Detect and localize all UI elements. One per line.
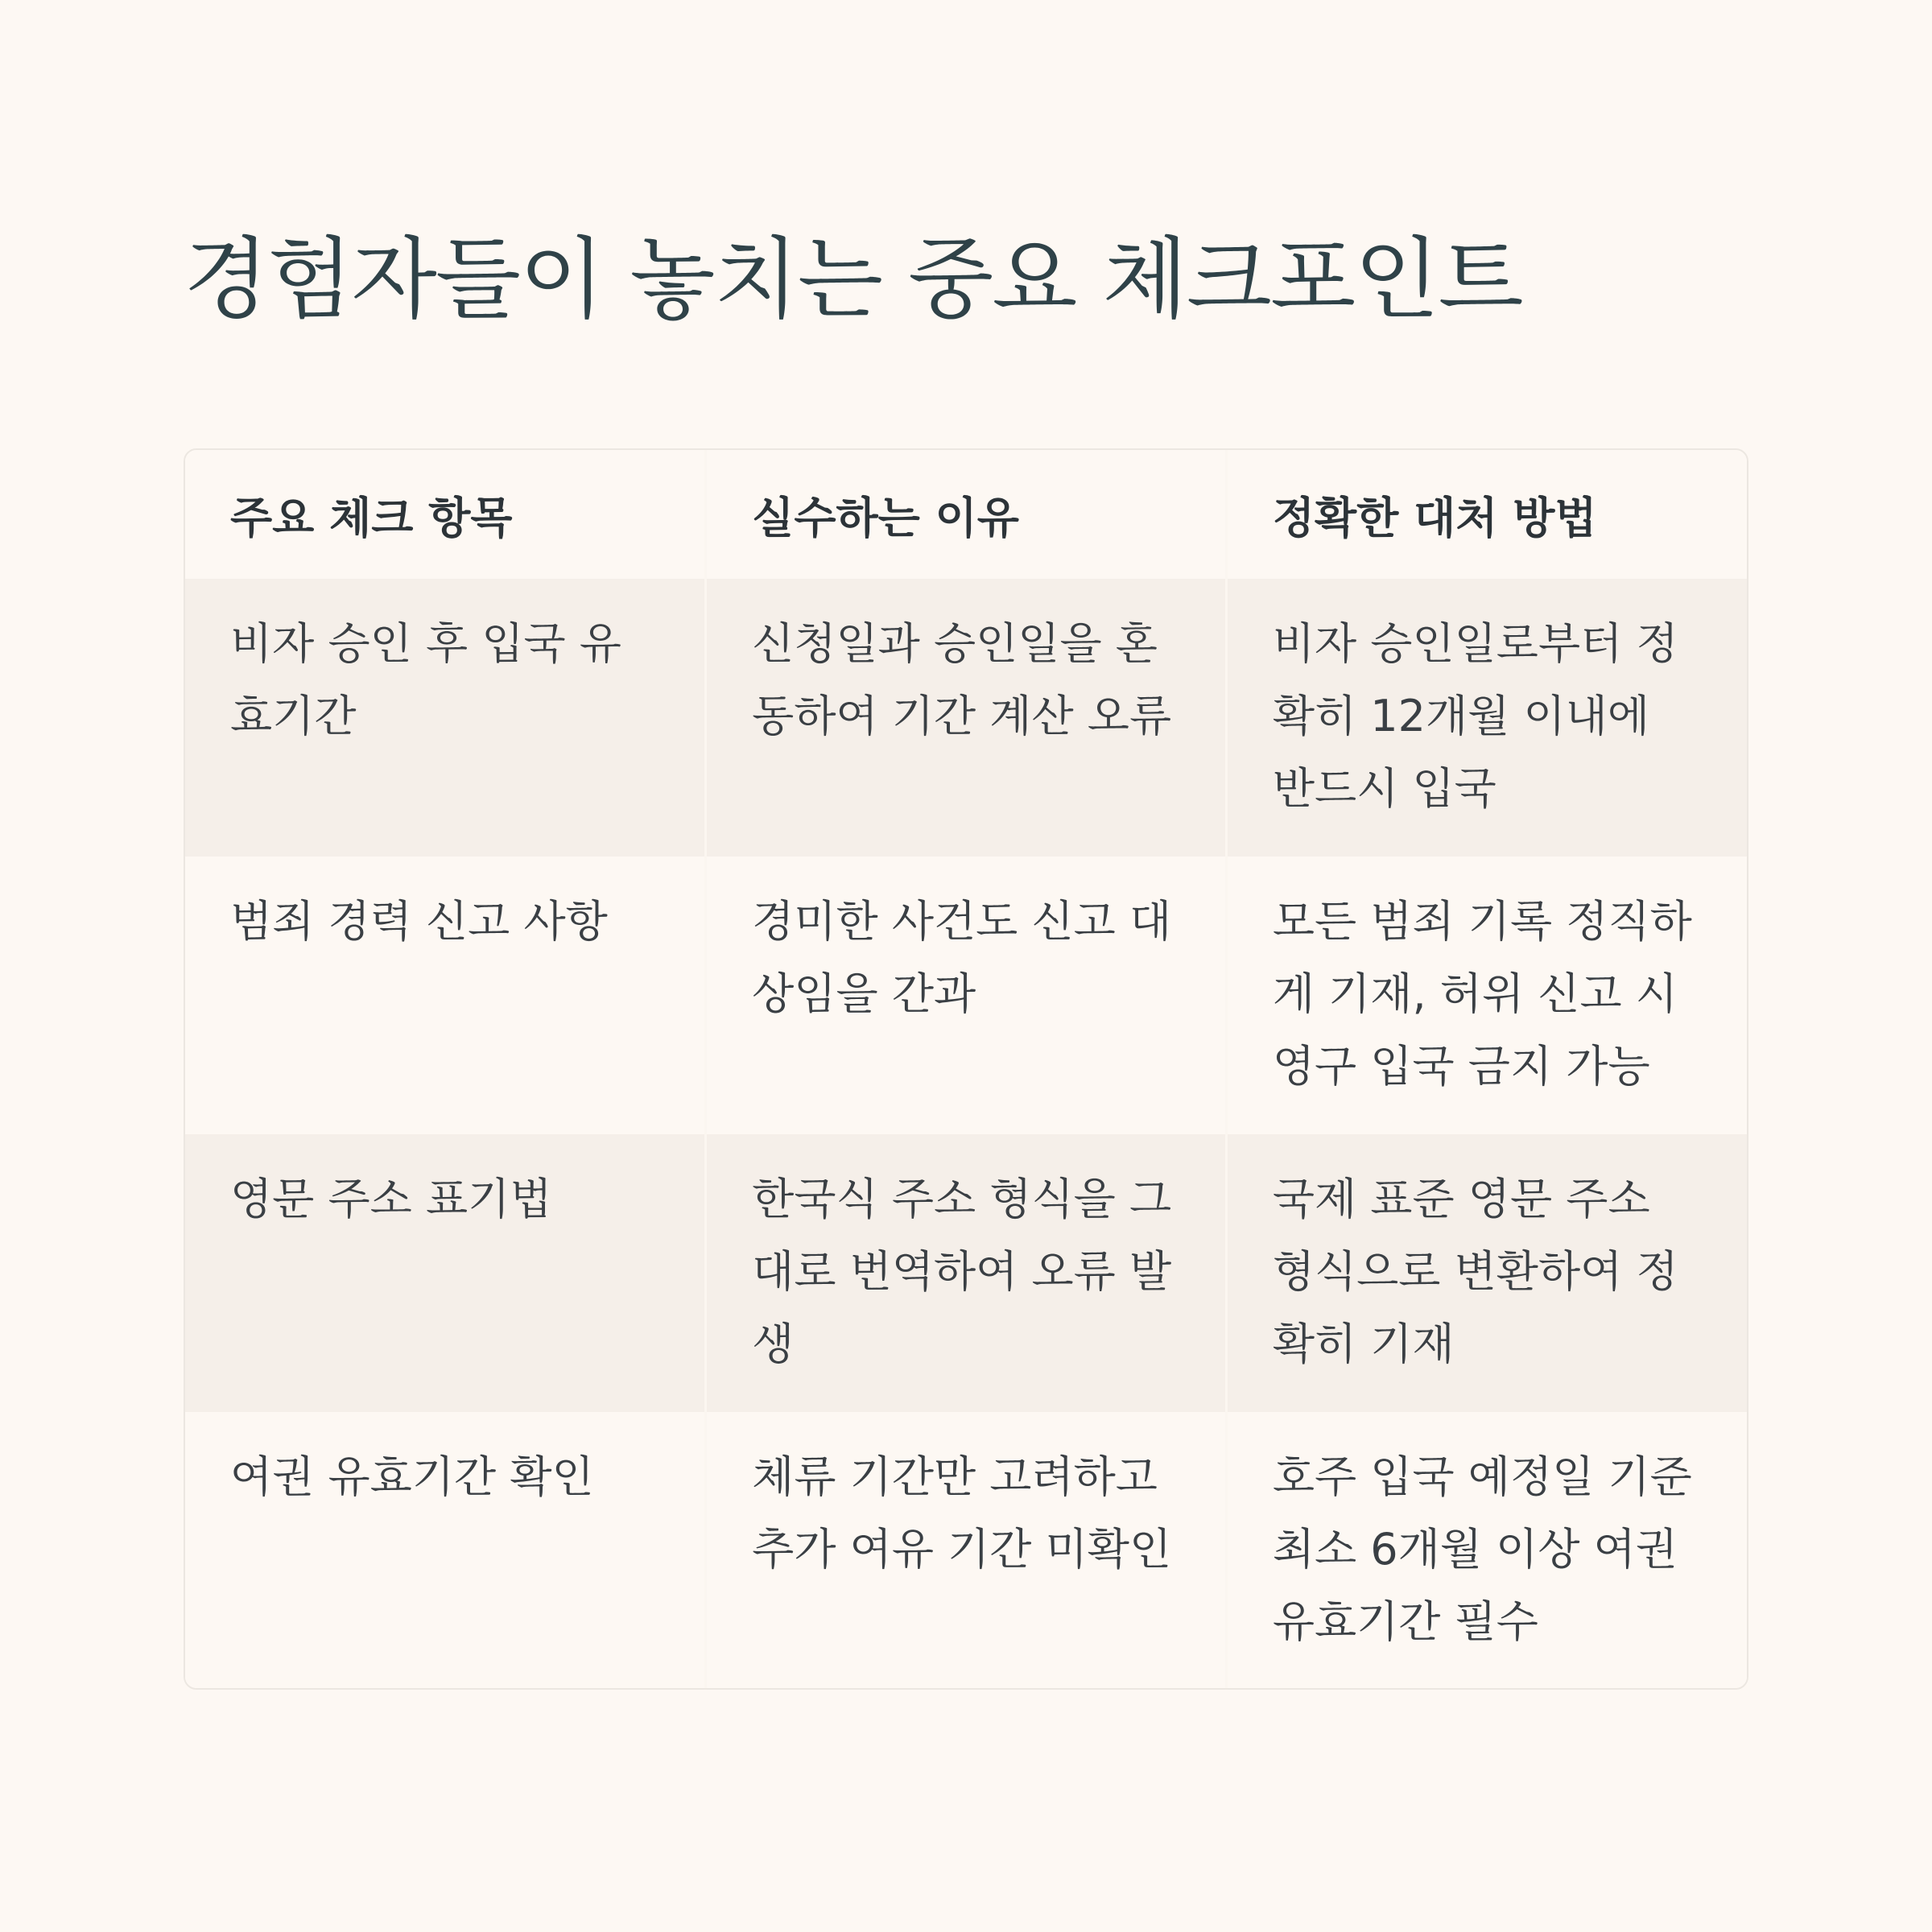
table-row <box>185 857 1747 1134</box>
table <box>185 450 1747 1690</box>
page-title: 경험자들이 놓치는 중요 체크포인트 <box>184 228 1522 331</box>
header-row <box>185 450 1747 579</box>
cell-correct-action: 국제 표준 영문 주소 형식으로 변환하여 정확히 기재 <box>1226 1134 1747 1412</box>
column-header-check-item: 주요 체크 항목 <box>185 450 706 579</box>
cell-check-item: 여권 유효기간 확인 <box>185 1412 706 1690</box>
cell-mistake-reason: 체류 기간만 고려하고 추가 여유 기간 미확인 <box>706 1412 1227 1690</box>
column-header-correct-action: 정확한 대처 방법 <box>1226 450 1747 579</box>
table-row <box>185 1412 1747 1690</box>
table-header <box>185 450 1747 579</box>
table-row <box>185 1134 1747 1412</box>
cell-correct-action: 비자 승인일로부터 정확히 12개월 이내에 반드시 입국 <box>1226 579 1747 857</box>
cell-correct-action: 모든 범죄 기록 정직하게 기재, 허위 신고 시 영구 입국 금지 가능 <box>1226 857 1747 1134</box>
cell-mistake-reason: 신청일과 승인일을 혼동하여 기간 계산 오류 <box>706 579 1227 857</box>
cell-mistake-reason: 경미한 사건도 신고 대상임을 간과 <box>706 857 1227 1134</box>
table-row <box>185 579 1747 857</box>
cell-check-item: 범죄 경력 신고 사항 <box>185 857 706 1134</box>
cell-mistake-reason: 한국식 주소 형식을 그대로 번역하여 오류 발생 <box>706 1134 1227 1412</box>
column-header-mistake-reason: 실수하는 이유 <box>706 450 1227 579</box>
cell-check-item: 영문 주소 표기법 <box>185 1134 706 1412</box>
cell-check-item: 비자 승인 후 입국 유효기간 <box>185 579 706 857</box>
cell-correct-action: 호주 입국 예정일 기준 최소 6개월 이상 여권 유효기간 필수 <box>1226 1412 1747 1690</box>
table-body <box>185 579 1747 1690</box>
checkpoint-table <box>184 448 1748 1690</box>
